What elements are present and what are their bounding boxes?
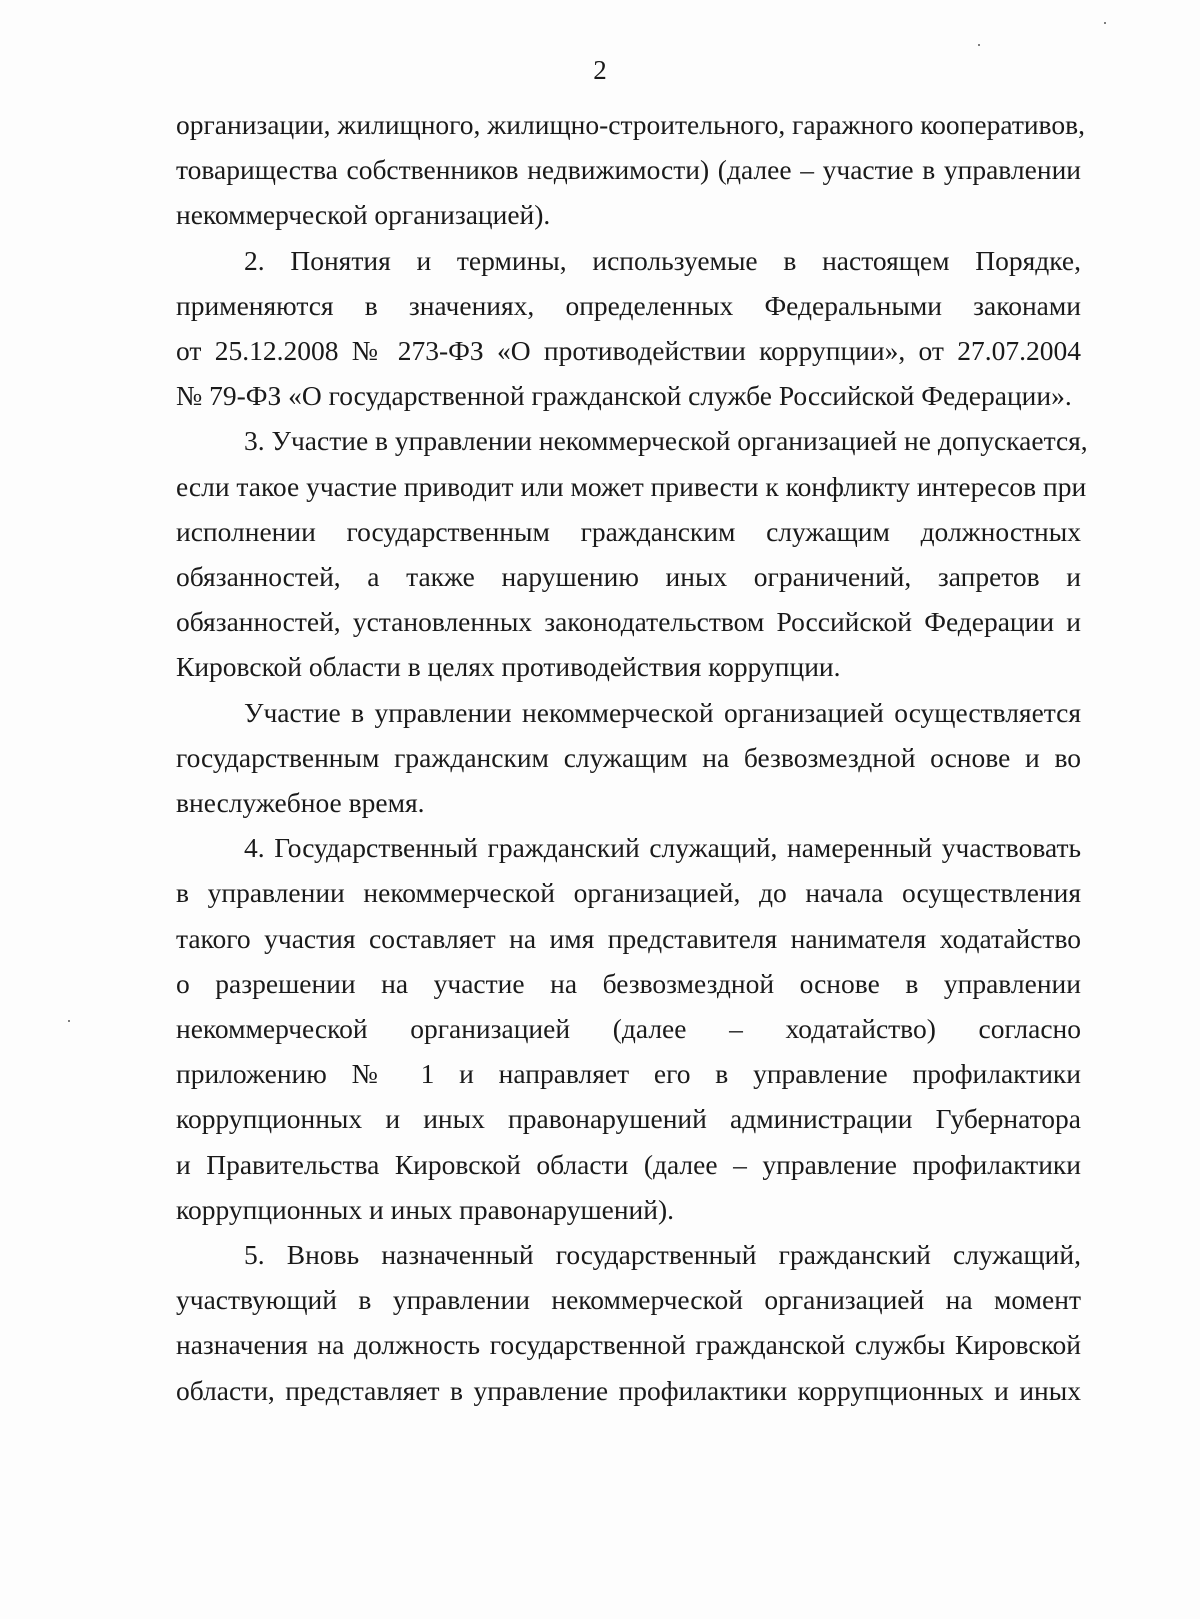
- text-line: 4. Государственный гражданский служащий, намеренный участвовать: [244, 832, 1081, 864]
- text-line: такого участия составляет на имя представителя нанимателя ходатайство: [176, 922, 1081, 954]
- text-line: применяются в значениях, определенных Федеральными законами: [176, 289, 1081, 321]
- text-line: 5. Вновь назначенный государственный гражданский служащий,: [244, 1239, 1081, 1271]
- text-line: о разрешении на участие на безвозмездной основе в управлении: [176, 967, 1081, 999]
- paragraph-p3b: [176, 690, 1081, 826]
- text-line: исполнении государственным гражданским служащим должностных: [176, 515, 1081, 547]
- text-line: внеслужебное время.: [176, 787, 425, 819]
- paragraph-p0: [176, 102, 1085, 238]
- text-line: некоммерческой организацией).: [176, 199, 551, 231]
- text-line: коррупционных и иных правонарушений).: [176, 1193, 675, 1225]
- scan-speck: [68, 1020, 70, 1022]
- text-line: товарищества собственников недвижимости) (далее – участие в управлении: [176, 154, 1081, 186]
- scan-speck: [1104, 22, 1106, 24]
- text-line: и Правительства Кировской области (далее – управление профилактики: [176, 1148, 1081, 1180]
- paragraph-p4: [176, 825, 1081, 1232]
- document-body: [176, 102, 1088, 1413]
- text-line: Кировской области в целях противодействия коррупции.: [176, 651, 841, 683]
- text-line: государственным гражданским служащим на безвозмездной основе и во: [176, 741, 1081, 773]
- text-line: № 79-ФЗ «О государственной гражданской службе Российской Федерации».: [176, 380, 1072, 412]
- paragraph-p2: [176, 238, 1081, 419]
- text-line: некоммерческой организацией (далее – ходатайство) согласно: [176, 1013, 1081, 1045]
- text-line: обязанностей, а также нарушению иных ограничений, запретов и: [176, 561, 1081, 593]
- text-line: в управлении некоммерческой организацией, до начала осуществления: [176, 877, 1081, 909]
- text-line: организации, жилищного, жилищно-строительного, гаражного кооперативов,: [176, 109, 1085, 140]
- text-line: области, представляет в управление профилактики коррупционных и иных: [176, 1374, 1081, 1406]
- text-line: Участие в управлении некоммерческой организацией осуществляется: [244, 696, 1081, 728]
- text-line: 2. Понятия и термины, используемые в настоящем Порядке,: [244, 244, 1081, 276]
- page-number: 2: [593, 55, 607, 85]
- text-line: если такое участие приводит или может привести к конфликту интересов при: [176, 470, 1087, 502]
- text-line: приложению № 1 и направляет его в управление профилактики: [176, 1058, 1081, 1090]
- text-line: 3. Участие в управлении некоммерческой организацией не допускается,: [244, 425, 1088, 457]
- text-line: от 25.12.2008 № 273-ФЗ «О противодействии коррупции», от 27.07.2004: [176, 335, 1081, 367]
- text-line: коррупционных и иных правонарушений администрации Губернатора: [176, 1103, 1081, 1135]
- text-line: обязанностей, установленных законодательством Российской Федерации и: [176, 606, 1081, 638]
- scan-speck: [978, 44, 980, 46]
- paragraph-p3: [176, 418, 1088, 689]
- text-line: участвующий в управлении некоммерческой организацией на момент: [176, 1284, 1081, 1316]
- text-line: назначения на должность государственной гражданской службы Кировской: [176, 1329, 1081, 1361]
- paragraph-p5: [176, 1232, 1081, 1413]
